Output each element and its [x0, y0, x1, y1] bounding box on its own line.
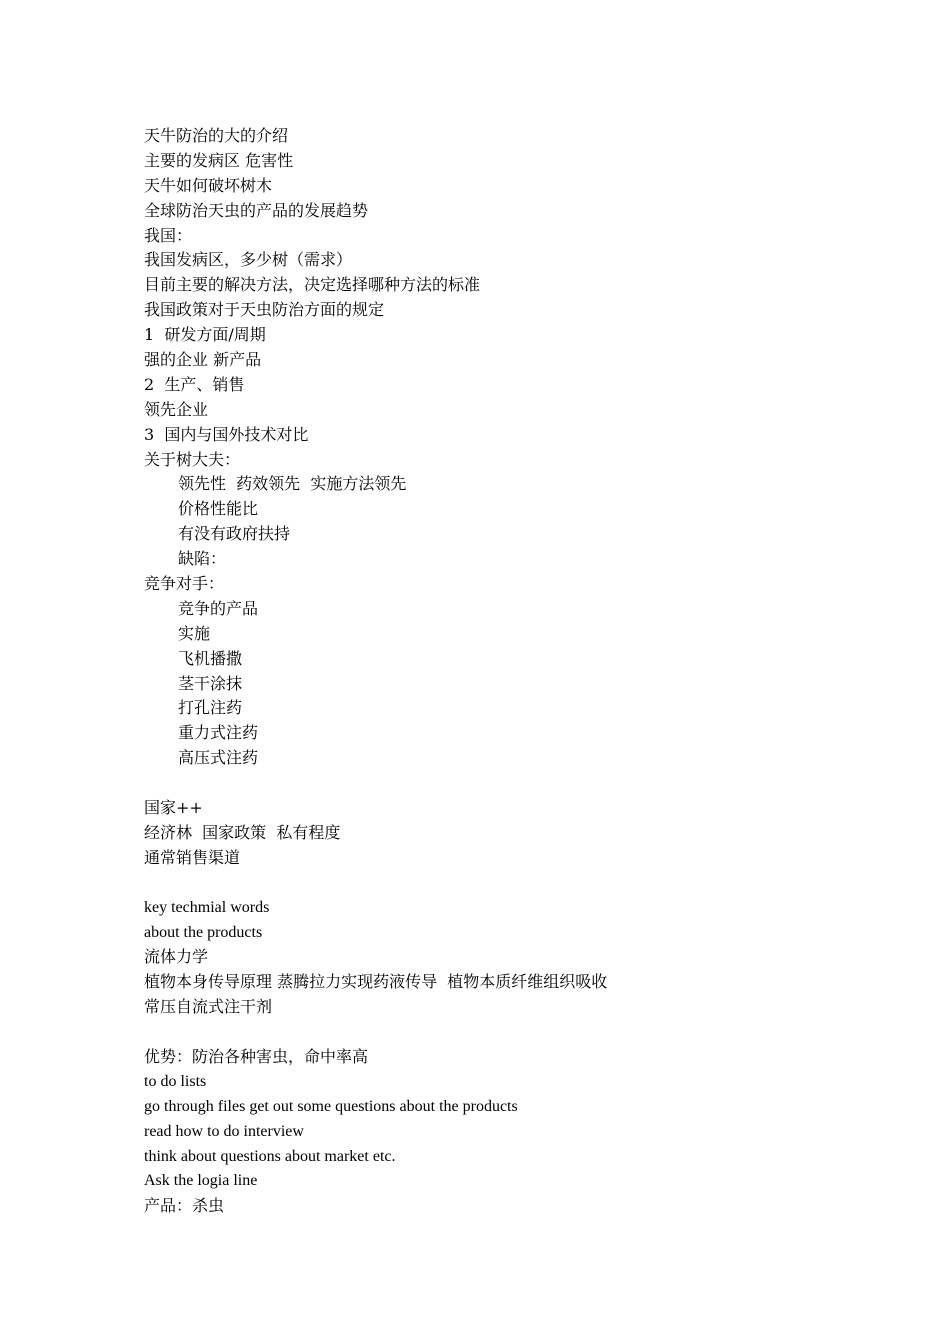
text-line-indented: 茎干涂抹 [178, 673, 243, 693]
text-line: Ask the logia line [144, 1172, 258, 1190]
text-line: about the products [144, 923, 263, 941]
text-line-indented: 有没有政府扶持 [178, 524, 291, 544]
text-line: 我国发病区，多少树（需求） [144, 250, 353, 270]
text-line-indented: 重力式注药 [178, 723, 259, 743]
text-line-indented: 价格性能比 [178, 499, 259, 519]
text-line: 我国： [144, 225, 193, 245]
text-line: read how to do interview [144, 1122, 304, 1140]
text-line: 全球防治天虫的产品的发展趋势 [144, 200, 369, 220]
blank-line [144, 871, 844, 896]
text-line: 通常销售渠道 [144, 847, 241, 867]
text-line: 产品：杀虫 [144, 1196, 225, 1216]
text-line: 流体力学 [144, 947, 209, 967]
text-line-indented: 高压式注药 [178, 748, 259, 768]
document-body [144, 124, 844, 1219]
text-line: 3 国内与国外技术对比 [144, 424, 309, 444]
text-line: 经济林 国家政策 私有程度 [144, 822, 341, 842]
blank-line [144, 771, 844, 796]
text-line-indented: 领先性 药效领先 实施方法领先 [178, 474, 407, 494]
text-line: 国家++ [144, 798, 203, 818]
text-line: think about questions about market etc. [144, 1147, 396, 1165]
text-line: 目前主要的解决方法，决定选择哪种方法的标准 [144, 275, 481, 295]
text-line-indented: 飞机播撒 [178, 648, 243, 668]
text-line: 1 研发方面/周期 [144, 325, 266, 345]
text-line: 关于树大夫： [144, 449, 241, 469]
text-line: 强的企业 新产品 [144, 350, 262, 370]
text-line-indented: 打孔注药 [178, 698, 243, 718]
text-line: 天牛如何破坏树木 [144, 175, 273, 195]
text-line: 常压自流式注干剂 [144, 997, 273, 1017]
text-line-indented: 缺陷： [178, 549, 227, 569]
text-line: 竞争对手： [144, 574, 225, 594]
text-line: key techmial words [144, 898, 270, 916]
text-line: go through files get out some questions about the products [144, 1097, 518, 1115]
text-line-indented: 竞争的产品 [178, 598, 259, 618]
text-line: 优势：防治各种害虫，命中率高 [144, 1046, 369, 1066]
text-line: 领先企业 [144, 399, 209, 419]
text-line: 主要的发病区 危害性 [144, 150, 294, 170]
blank-line [144, 1020, 844, 1045]
text-line: 我国政策对于天虫防治方面的规定 [144, 300, 385, 320]
text-line: 天牛防治的大的介绍 [144, 126, 289, 145]
text-line-indented: 实施 [178, 623, 211, 643]
text-line: 植物本身传导原理 蒸腾拉力实现药液传导 植物本质纤维组织吸收 [144, 972, 608, 992]
text-line: to do lists [144, 1072, 207, 1090]
text-line: 2 生产、销售 [144, 374, 245, 394]
